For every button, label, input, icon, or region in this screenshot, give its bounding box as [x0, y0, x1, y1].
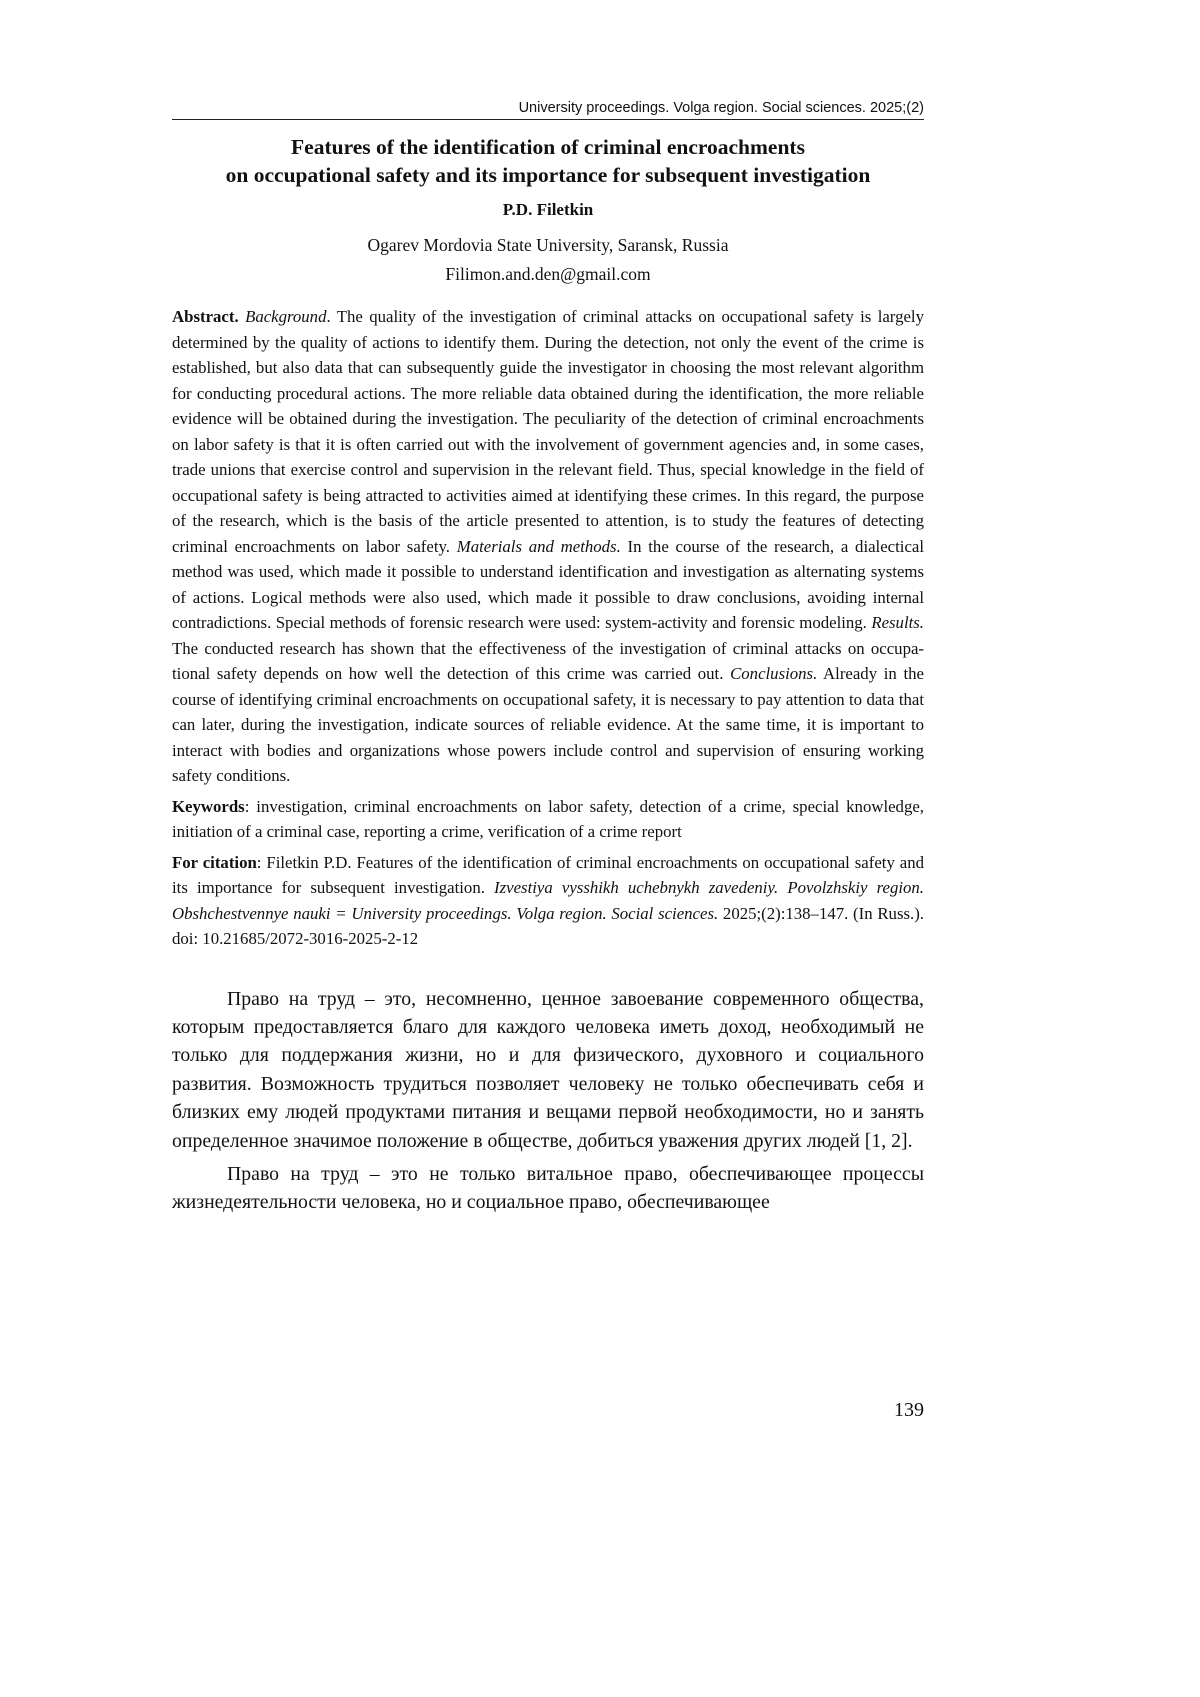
body-paragraph-2: Право на труд – это не только витальное право, обеспечивающее процессы жизнедеятельности человека, но и социальное право, обеспечивающее: [172, 1162, 924, 1214]
abstract-label: Abstract.: [172, 307, 239, 326]
keywords-label: Keywords: [172, 796, 245, 816]
abstract-background-label: Background: [245, 307, 327, 326]
abstract-background-text: . The quality of the investigation of criminal attacks on occupational safety is largely determined by the quality of actions to identify them. During the detection, not only the event of the crime is established, but also data that can subsequently guide the investigator in choosing the most relevant algorithm for conducting procedural actions. The more reliable data obtained during the identification, the more reliable evidence will be obtained during the investigation. The peculiarity of the detection of criminal encroachments on labor safety is that it is often carried out with the involvement of government agencies and, in some cases, trade unions that exercise control and supervision in the relevant field. Thus, special knowledge in the field of occupational safety is being attracted to activities aimed at identifying these crimes. In this regard, the purpose of the research, which is the basis of the article presented to attention, is to study the features of detecting criminal encroachments on labor safety.: [172, 307, 924, 556]
page-number: 139: [894, 1399, 924, 1421]
article-page: [172, 100, 924, 1217]
abstract-conclusions-text: Already in the course of identifying criminal encroachments on occupational safety, it is necessary to pay attention to data that can later, during the investigation, indicate sources of reliable evidence. At the same time, it is important to interact with bodies and organizations whose powers include control and supervision of ensuring working safety conditions.: [172, 664, 924, 785]
abstract-conclusions-label: Conclusions.: [730, 664, 818, 683]
article-title-line-1: Features of the identification of criminal encroachments: [291, 135, 805, 159]
author-name: P.D. Filetkin: [502, 200, 594, 219]
abstract: [172, 304, 924, 789]
citation-text: : Filetkin P.D. Features of the identification of criminal encroachments on occupational safety and its importance for subsequent investigation.: [172, 852, 925, 897]
abstract-methods-text: In the course of the research, a dialectical method was used, which made it possible to understand identification and investigation as alternating systems of actions. Logical methods were also used, which made it possible to draw conclusions, avoiding internal contradictions. Special methods of forensic research were used: system-activity and forensic modeling.: [172, 536, 925, 632]
article-title: [172, 133, 924, 189]
keywords-text: : investigation, criminal encroachments on labor safety, detection of a crime, special knowledge, initiation of a criminal case, reporting a crime, verification of a crime report: [172, 796, 924, 841]
abstract-results-label: Results.: [871, 613, 924, 632]
citation-details: 2025;(2):138–147. (In Russ.). doi: 10.21685/2072-3016-2025-2-12: [172, 903, 924, 948]
abstract-methods-label: Materials and methods.: [456, 536, 621, 556]
running-header: University proceedings. Volga region. Social sciences. 2025;(2): [172, 100, 924, 120]
author-affiliation: Ogarev Mordovia State University, Saransk, Russia: [367, 235, 729, 255]
keywords: [172, 794, 924, 845]
abstract-results-text: The conducted research has shown that the effectiveness of the investigation of criminal attacks on occupational safety depends on how well the detection of this crime was carried out.: [172, 638, 924, 683]
author-email: Filimon.and.den@gmail.com: [445, 264, 651, 284]
citation-label: For citation: [172, 852, 257, 872]
citation: [172, 850, 924, 952]
article-title-line-2: on occupational safety and its importance for subsequent investigation: [225, 163, 871, 187]
citation-journal: Izvestiya vysshikh uchebnykh zavedeniy. Povolzhskiy region. Obshchestvennye nauki = University proceedings. Volga region. Social sciences.: [172, 878, 924, 923]
body-paragraph-1: Право на труд – это, несомненно, ценное завоевание современного общества, которым предоставляется благо для каждого человека иметь доход, необходимый не только для поддержания жизни, но и для физического, духовного и социального развития. Возможность трудиться позволяет человеку не только обеспечивать себя и близких ему людей продуктами питания и вещами первой необходимости, но и занять определенное значимое положение в обществе, добиться уважения других людей [1, 2].: [172, 987, 924, 1152]
